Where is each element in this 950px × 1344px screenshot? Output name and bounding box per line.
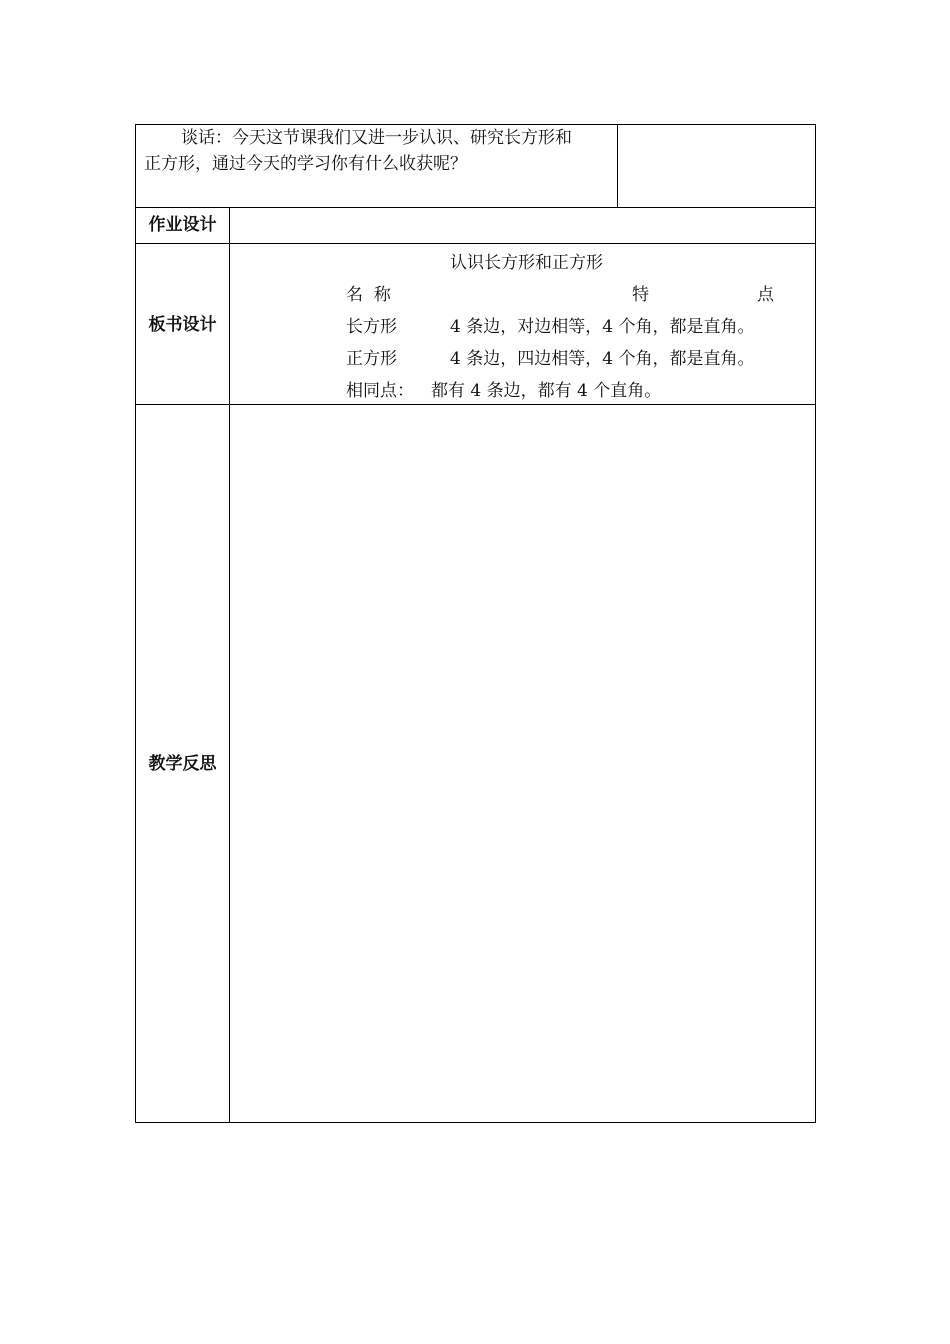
board-col-name: 名 称 xyxy=(346,285,391,305)
board-title: 认识长方形和正方形 xyxy=(450,253,603,273)
homework-label: 作业设计 xyxy=(148,215,217,235)
intro-line-1: 谈话：今天这节课我们又进一步认识、研究长方形和 xyxy=(181,128,572,148)
row-divider-2 xyxy=(135,243,816,244)
reflection-label: 教学反思 xyxy=(148,754,217,774)
board-col-feature-a: 特 xyxy=(632,285,649,305)
board-square-name: 正方形 xyxy=(346,349,397,369)
board-rect-desc: 4 条边，对边相等，4 个角，都是直角。 xyxy=(450,317,755,337)
intro-divider xyxy=(617,124,618,207)
board-common-label: 相同点： xyxy=(346,381,414,401)
table-border-bottom xyxy=(135,1122,816,1123)
table-border-right xyxy=(815,124,816,1123)
row-divider-1 xyxy=(135,207,816,208)
board-col-feature-b: 点 xyxy=(757,285,774,305)
board-label: 板书设计 xyxy=(148,315,217,335)
board-square-desc: 4 条边，四边相等，4 个角，都是直角。 xyxy=(450,349,755,369)
reflection-content-area[interactable] xyxy=(230,405,815,1122)
board-common-desc: 都有 4 条边，都有 4 个直角。 xyxy=(431,381,662,401)
board-rect-name: 长方形 xyxy=(346,317,397,337)
table-border-left xyxy=(135,124,136,1123)
intro-line-2: 正方形，通过今天的学习你有什么收获呢？ xyxy=(144,154,467,174)
